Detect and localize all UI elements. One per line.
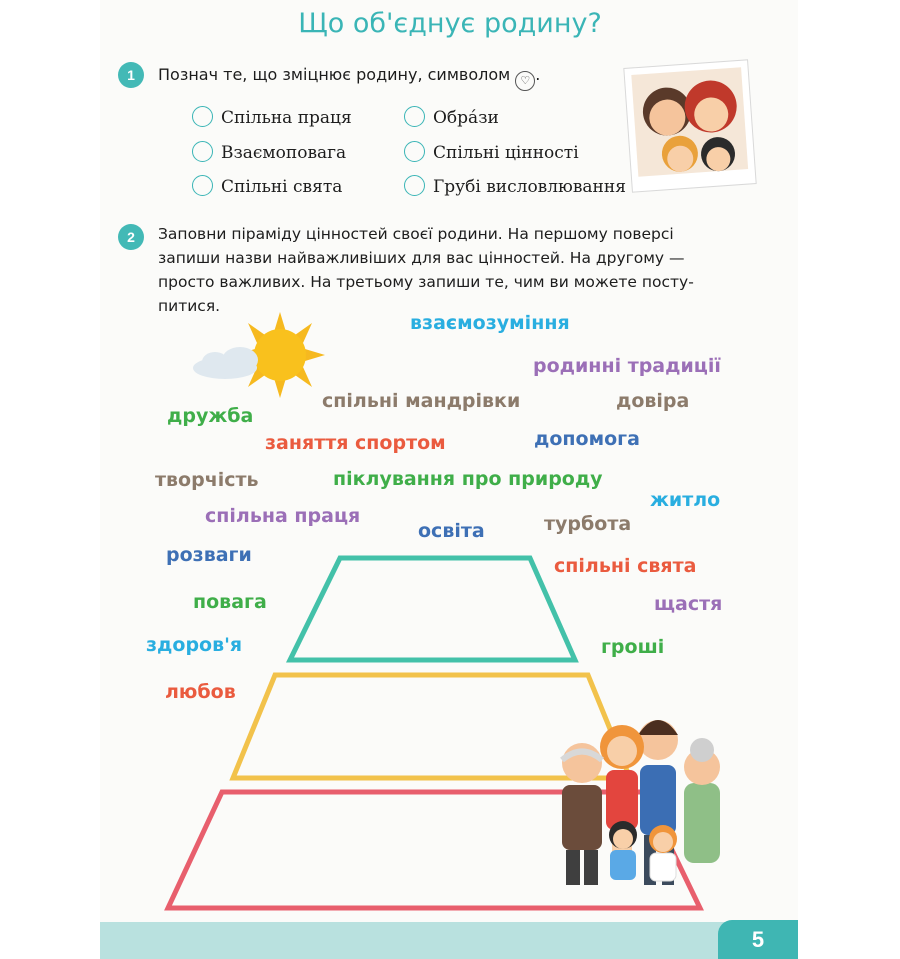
checkbox-circle-icon[interactable] bbox=[404, 175, 425, 196]
checkbox-circle-icon[interactable] bbox=[192, 175, 213, 196]
option-2[interactable]: Взаємоповага bbox=[192, 141, 346, 163]
task-1-number: 1 bbox=[118, 62, 144, 88]
word-povaha: повага bbox=[193, 591, 267, 613]
page-title: Що об'єднує родину? bbox=[298, 8, 602, 39]
page-number: 5 bbox=[718, 920, 798, 959]
word-druzhba: дружба bbox=[167, 405, 254, 427]
option-1[interactable]: Спільна праця bbox=[192, 106, 352, 128]
word-hroshi: гроші bbox=[601, 636, 665, 658]
checkbox-circle-icon[interactable] bbox=[192, 141, 213, 162]
option-4[interactable]: Обрáзи bbox=[404, 106, 499, 128]
word-rozvahy: розваги bbox=[166, 544, 252, 566]
word-shchastia: щастя bbox=[654, 593, 723, 615]
word-zaniattia-sportom: заняття спортом bbox=[265, 432, 446, 454]
word-zdorovia: здоров'я bbox=[146, 634, 243, 656]
heart-icon: ♡ bbox=[515, 71, 535, 91]
word-tvorchist: творчість bbox=[155, 469, 259, 491]
word-spilni-mandrivky: спільні мандрівки bbox=[322, 390, 521, 412]
task-1-text-end: . bbox=[535, 65, 541, 84]
sun-cloud-icon bbox=[190, 310, 330, 405]
family-group-illustration bbox=[552, 705, 732, 895]
option-5[interactable]: Спільні цінності bbox=[404, 141, 579, 163]
checkbox-circle-icon[interactable] bbox=[404, 106, 425, 127]
option-3[interactable]: Спільні свята bbox=[192, 175, 342, 197]
word-dopomoha: допомога bbox=[534, 428, 640, 450]
task-2-number: 2 bbox=[118, 224, 144, 250]
word-turbota: турбота bbox=[544, 513, 632, 535]
family-photo-illustration bbox=[620, 58, 760, 193]
word-vzaiemozuminnia: взаємозуміння bbox=[410, 312, 570, 334]
pyramid-level-1[interactable] bbox=[290, 558, 575, 660]
task-1-text: Познач те, що зміцнює родину, символом bbox=[158, 65, 511, 84]
checkbox-circle-icon[interactable] bbox=[404, 141, 425, 162]
checkbox-circle-icon[interactable] bbox=[192, 106, 213, 127]
word-zhytlo: житло bbox=[650, 489, 721, 511]
footer-bar bbox=[100, 922, 798, 959]
option-6[interactable]: Грубі висловлювання bbox=[404, 175, 626, 197]
task-1-instruction bbox=[158, 63, 540, 91]
word-osvita: освіта bbox=[418, 520, 485, 542]
word-pikluvannia-pro-pryrodu: піклування про природу bbox=[333, 468, 603, 490]
word-liubov: любов bbox=[165, 681, 236, 703]
word-spilni-sviata: спільні свята bbox=[554, 555, 697, 577]
word-dovira: довіра bbox=[616, 390, 690, 412]
word-spilna-pratsia: спільна праця bbox=[205, 505, 361, 527]
word-rodynni-tradytsii: родинні традиції bbox=[533, 355, 721, 377]
task-2-instruction: Заповни піраміду цінностей своєї родини. На першому поверсі запиши назви найважливіших для вас цінностей. На другому — просто важливих. На третьому запиши те, чим ви можете посту- питися. bbox=[158, 225, 694, 315]
